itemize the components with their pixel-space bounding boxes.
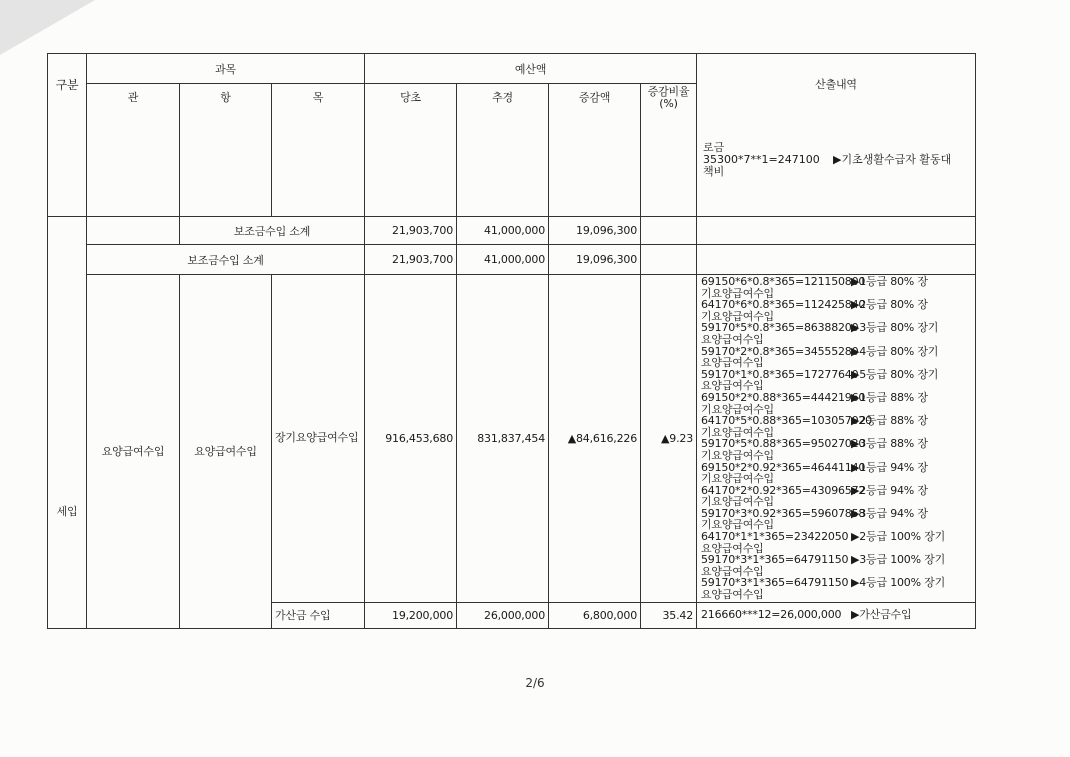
- detail-formula: 69150*6*0.8*365=121150800: [701, 275, 866, 288]
- gasan-chugyeong: 26,000,000: [457, 602, 549, 628]
- main-gwan: 요양급여수입: [87, 275, 180, 629]
- subtotal-gwan-label: 보조금수입 소계: [87, 245, 365, 275]
- detail-formula: 기요양급여수입: [701, 286, 774, 300]
- detail-note: ▶2등급 88% 장: [851, 414, 928, 428]
- header-rate-label: 증감비율: [647, 85, 690, 98]
- detail-note: ▶2등급 80% 장: [851, 298, 928, 312]
- header-gwan: 관: [87, 84, 180, 217]
- detail-formula: 기요양급여수입: [701, 495, 774, 509]
- gasan-dangcho: 19,200,000: [365, 602, 457, 628]
- detail-note: ▶3등급 100% 장기: [851, 553, 946, 567]
- subtotal-hang-detail: [697, 217, 976, 245]
- prev-detail-formula: 35300*7**1=247100: [703, 153, 820, 166]
- detail-formula: 64170*2*0.92*365=43096572: [701, 483, 866, 497]
- subtotal-gwan-chugyeong: 41,000,000: [457, 245, 549, 275]
- detail-formula: 기요양급여수입: [701, 425, 774, 439]
- detail-formula: 59170*3*1*365=64791150: [701, 553, 849, 567]
- gasan-mok: 가산금 수입: [272, 602, 365, 628]
- gwan-continued: [87, 217, 180, 245]
- subtotal-hang-rate: [641, 217, 697, 245]
- detail-formula: 64170*6*0.8*365=112425840: [701, 298, 866, 312]
- detail-note: ▶3등급 88% 장: [851, 437, 928, 451]
- subtotal-gwan-detail: [697, 245, 976, 275]
- header-sanchul-label: 산출내역: [815, 78, 857, 91]
- page-number: 2/6: [525, 676, 545, 690]
- subtotal-hang-dangcho: 21,903,700: [365, 217, 457, 245]
- header-yesanaek: 예산액: [365, 54, 697, 84]
- subtotal-gwan-jeunggam: 19,096,300: [549, 245, 641, 275]
- detail-formula: 기요양급여수입: [701, 518, 774, 532]
- detail-formula: 59170*2*0.8*365=34555280: [701, 344, 859, 358]
- main-dangcho: 916,453,680: [365, 275, 457, 603]
- detail-formula: 69150*2*0.92*365=46441140: [701, 460, 866, 474]
- subtotal-gwan-dangcho: 21,903,700: [365, 245, 457, 275]
- detail-formula: 요양급여수입: [701, 356, 764, 370]
- main-chugyeong: 831,837,454: [457, 275, 549, 603]
- header-jeunggamaek: 증감액: [549, 84, 641, 217]
- header-chugyeong: 추경: [457, 84, 549, 217]
- section-gubun: 세입: [48, 217, 87, 629]
- subtotal-hang-row: [48, 217, 976, 245]
- detail-note: ▶1등급 88% 장: [851, 390, 928, 404]
- detail-note: ▶5등급 80% 장기: [851, 367, 939, 381]
- header-gubun: 구분: [48, 54, 87, 217]
- detail-formula: 69150*2*0.88*365=44421960: [701, 390, 866, 404]
- scan-corner-shadow: [0, 0, 95, 55]
- detail-note: ▶3등급 94% 장: [851, 506, 928, 520]
- detail-note: ▶1등급 80% 장: [851, 275, 928, 288]
- detail-lines: [701, 276, 971, 601]
- main-detail: [697, 275, 976, 603]
- gasan-note: ▶가산금수입: [851, 608, 912, 622]
- subtotal-gwan-rate: [641, 245, 697, 275]
- header-mok: 목: [272, 84, 365, 217]
- header-row-1: [48, 54, 976, 84]
- detail-note: ▶1등급 94% 장: [851, 460, 928, 474]
- prev-detail-line3: 책비: [703, 165, 725, 178]
- budget-table: [47, 53, 976, 629]
- detail-formula: 기요양급여수입: [701, 309, 774, 323]
- detail-formula: 요양급여수입: [701, 541, 764, 555]
- subtotal-hang-chugyeong: 41,000,000: [457, 217, 549, 245]
- detail-note: ▶4등급 100% 장기: [851, 576, 946, 590]
- detail-note: [851, 589, 971, 601]
- detail-formula: 64170*1*1*365=23422050: [701, 530, 849, 544]
- gasan-rate: 35.42: [641, 602, 697, 628]
- header-jeunggambiyul: [641, 84, 697, 217]
- prev-detail-text: [703, 142, 975, 178]
- main-mok: 장기요양급여수입: [272, 275, 365, 603]
- prev-detail-note: ▶기초생활수급자 활동대: [833, 153, 952, 166]
- detail-line: [701, 531, 971, 543]
- main-hang: 요양급여수입: [180, 275, 272, 629]
- detail-formula: 요양급여수입: [701, 588, 764, 602]
- subtotal-gwan-row: [48, 245, 976, 275]
- detail-formula: 64170*5*0.88*365=103057020: [701, 414, 872, 428]
- detail-formula: 기요양급여수입: [701, 472, 774, 486]
- detail-line: [701, 276, 971, 288]
- detail-formula: 기요양급여수입: [701, 448, 774, 462]
- gasan-detail: [697, 602, 976, 628]
- header-gwamok: 과목: [87, 54, 365, 84]
- header-sanchul: [697, 54, 976, 217]
- header-dangcho: 당초: [365, 84, 457, 217]
- header-rate-unit: (%): [659, 97, 678, 110]
- detail-line: [701, 392, 971, 404]
- detail-formula: 기요양급여수입: [701, 402, 774, 416]
- detail-formula: 59170*5*0.8*365=86388200: [701, 321, 859, 335]
- prev-detail-line1: 로금: [703, 141, 725, 154]
- main-jeunggam: ▲84,616,226: [549, 275, 641, 603]
- detail-formula: 59170*3*1*365=64791150: [701, 576, 849, 590]
- detail-line: [701, 589, 971, 601]
- detail-note: [851, 357, 971, 369]
- detail-formula: 요양급여수입: [701, 379, 764, 393]
- detail-note: ▶2등급 94% 장: [851, 483, 928, 497]
- detail-note: [851, 450, 971, 462]
- subtotal-hang-label: 보조금수입 소계: [180, 217, 365, 245]
- header-hang: 항: [180, 84, 272, 217]
- main-row: [48, 275, 976, 603]
- gasan-formula: 216660***12=26,000,000: [701, 608, 842, 622]
- detail-formula: 요양급여수입: [701, 332, 764, 346]
- main-rate: ▲9.23: [641, 275, 697, 603]
- detail-line: [701, 450, 971, 462]
- detail-line: [701, 334, 971, 346]
- detail-note: ▶3등급 80% 장기: [851, 321, 939, 335]
- detail-note: ▶2등급 100% 장기: [851, 530, 946, 544]
- detail-line: [701, 357, 971, 369]
- detail-formula: 59170*5*0.88*365=95027020: [701, 437, 866, 451]
- detail-note: [851, 473, 971, 485]
- detail-formula: 요양급여수입: [701, 564, 764, 578]
- detail-formula: 59170*3*0.92*365=59607858: [701, 506, 866, 520]
- detail-note: [851, 334, 971, 346]
- detail-formula: 59170*1*0.8*365=17277640: [701, 367, 859, 381]
- detail-line: [701, 415, 971, 427]
- subtotal-hang-jeunggam: 19,096,300: [549, 217, 641, 245]
- gasan-jeunggam: 6,800,000: [549, 602, 641, 628]
- detail-note: ▶4등급 80% 장기: [851, 344, 939, 358]
- detail-line: [701, 473, 971, 485]
